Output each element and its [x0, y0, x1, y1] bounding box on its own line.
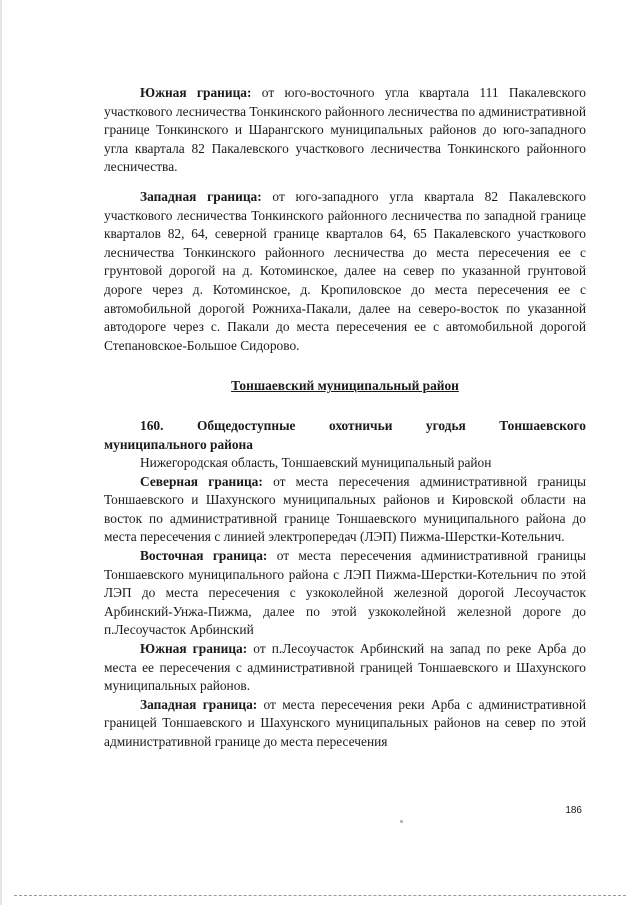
paragraph-west-border-1: [104, 188, 586, 355]
scan-bottom-edge: [14, 895, 626, 896]
paragraph-south-border-2: [104, 640, 586, 696]
text-south-border: от юго-восточного угла квартала 111 Пакалевского участкового лесничества Тонкинского районного лесничества по административной границе Тонкинского и Шарангского муниципальных районов до юго-западного угла квартала 82 Пакалевского участкового лесничества Тонкинского районного лесничества.: [104, 85, 587, 175]
section-heading: 160. Общедоступные охотничьи угодья Тоншаевского: [140, 417, 586, 433]
district-title: Тоншаевский муниципальный район: [231, 378, 459, 394]
scan-edge: [0, 0, 2, 905]
label-west-border-2: Западная граница:: [140, 696, 258, 712]
label-west-border: Западная граница:: [140, 188, 262, 204]
text-south-border-2: от п.Лесоучасток Арбинский на запад по реке Арба до места ее пересечения с административной границей Тоншаевского и Шахунского муниципальных районов.: [104, 641, 586, 694]
paragraph-west-border-2: [104, 696, 586, 752]
paragraph-east-border: [104, 547, 586, 640]
text-east-border: от места пересечения административной границы Тоншаевского муниципального района с ЛЭП Пижма-Шерстки-Котельнич по этой ЛЭП до места пересечения с узкоколейной железной дорогой Лесоучасток Арбинский-Унжа-Пижма, далее по этой узкоколейной железной дороге до п.Лесоучасток Арбинский: [104, 548, 587, 638]
label-south-border-2: Южная граница:: [140, 641, 248, 657]
text-west-border: от юго-западного угла квартала 82 Пакалевского участкового лесничества Тонкинского районного лесничества по западной границе кварталов 82, 64, северной границе кварталов 64, 65 Пакалевского участкового лесничества Тонкинского районного лесничества до места пересечения ее с грунтовой дорогой на д. Котоминское, далее на север по указанной грунтовой дороге через д. Котоминское, д. Кропиловское до места пересечения ее с автомобильной дорогой Рожниха-Пакали, далее на северо-восток по указанной автодороге через с. Пакали до места пересечения ее с автомобильной дорогой Степановское-Большое Сидорово.: [104, 188, 586, 353]
label-south-border: Южная граница:: [140, 85, 252, 100]
document-body: [104, 84, 586, 752]
paragraph-south-border-1: [104, 84, 586, 177]
text-north-border: от места пересечения административной границы Тоншаевского и Шахунского муниципальных районов и Кировской области на восток по административной границе Тоншаевского муниципального района до места пересечения с линией электропередач (ЛЭП) Пижма-Шерстки-Котельнич.: [104, 473, 586, 545]
section-heading-cont: муниципального района: [104, 436, 253, 452]
region-line: Нижегородская область, Тоншаевский муниципальный район: [140, 455, 492, 471]
text-west-border-2: от места пересечения реки Арба с административной границей Тоншаевского и Шахунского муниципальных районов на север по этой административной границе до места пересечения: [104, 696, 586, 749]
paragraph-north-border: [104, 473, 586, 547]
label-north-border: Северная граница:: [140, 473, 263, 489]
label-east-border: Восточная граница:: [140, 548, 268, 564]
page-number: 186: [565, 805, 582, 816]
scan-speck: [400, 820, 403, 823]
